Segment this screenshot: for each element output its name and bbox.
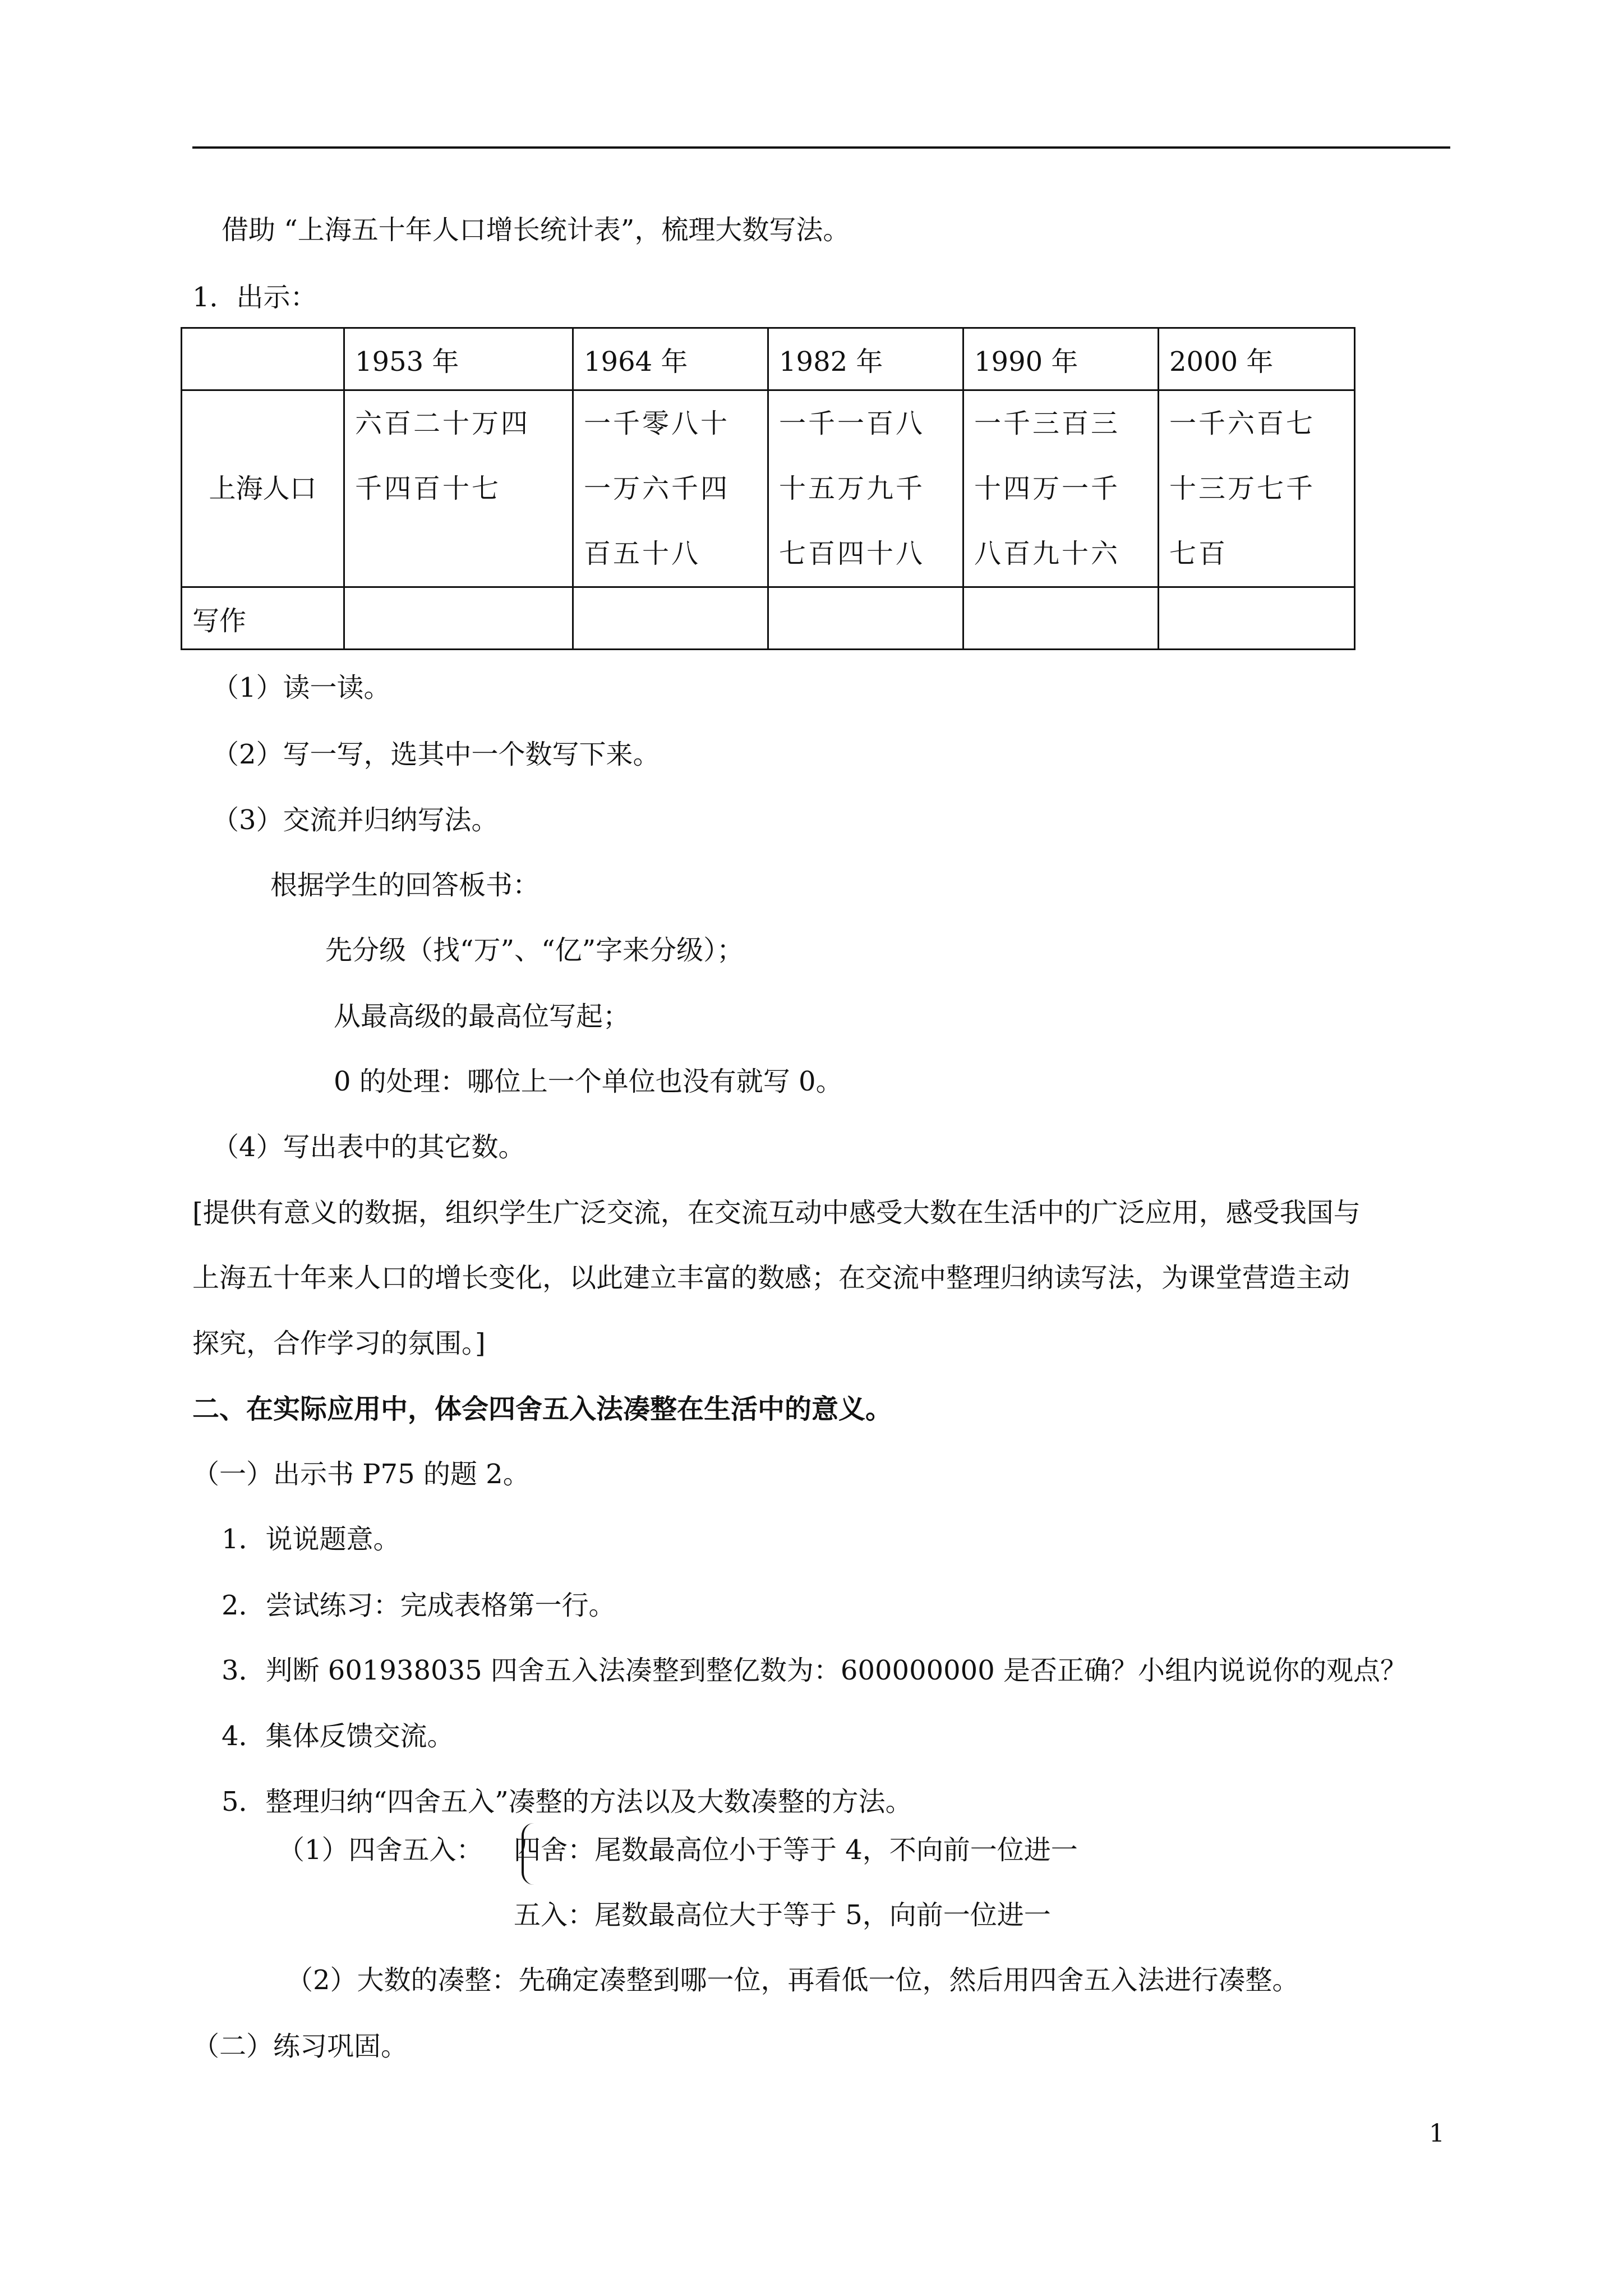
part-1-title: （一）出示书 P75 的题 2。 — [192, 1458, 530, 1490]
sub-item-3: （3）交流并归纳写法。 — [212, 804, 499, 836]
rounding-rule-2: 五入：尾数最高位大于等于 5，向前一位进一 — [514, 1899, 1051, 1931]
note-line: 探究，合作学习的氛围。] — [192, 1328, 486, 1359]
list-item: 5．整理归纳“四舍五入”凑整的方法以及大数凑整的方法。 — [222, 1786, 912, 1818]
cell-line: 千四百十七 — [355, 473, 501, 504]
list-item: 3．判断 601938035 四舍五入法凑整到整亿数为：600000000 是否正确？小组内说说你的观点？ — [222, 1655, 1408, 1686]
board-line-1: 先分级（找“万”、“亿”字来分级）； — [325, 935, 744, 966]
table-cell — [768, 390, 963, 587]
cell-line: 十五万九千 — [779, 473, 925, 504]
board-line-2: 从最高级的最高位写起； — [334, 1001, 630, 1032]
sub-item-4: （4）写出表中的其它数。 — [212, 1131, 525, 1163]
table-cell — [573, 390, 768, 587]
write-label: 写作 — [182, 587, 344, 650]
population-table — [181, 327, 1355, 650]
note-line: 上海五十年来人口的增长变化，以此建立丰富的数感；在交流中整理归纳读写法，为课堂营造主动 — [192, 1262, 1350, 1294]
empty-cell — [344, 587, 573, 650]
intro-text: 借助 “上海五十年人口增长统计表”，梳理大数写法。 — [222, 214, 850, 246]
board-intro: 根据学生的回答板书： — [270, 869, 540, 901]
cell-line: 十四万一千 — [974, 473, 1121, 504]
empty-cell — [573, 587, 768, 650]
table-header-row — [182, 328, 1355, 390]
cell-line: 八百九十六 — [974, 538, 1121, 569]
table-header-cell: 1953 年 — [344, 328, 573, 390]
cell-line: 七百四十八 — [779, 538, 925, 569]
part-2-title: （二）练习巩固。 — [192, 2031, 408, 2062]
note-line: [提供有意义的数据，组织学生广泛交流，在交流互动中感受大数在生活中的广泛应用，感受我国与 — [192, 1197, 1361, 1228]
sub-item-1: （1）读一读。 — [212, 672, 391, 703]
cell-line: 一千六百七 — [1169, 408, 1316, 439]
big-number-rounding: （2）大数的凑整：先确定凑整到哪一位，再看低一位，然后用四舍五入法进行凑整。 — [286, 1964, 1299, 1996]
empty-cell — [1159, 587, 1355, 650]
step-1-label: 1．出示： — [192, 282, 317, 313]
table-cell — [1159, 390, 1355, 587]
table-cell — [963, 390, 1159, 587]
table-row — [182, 390, 1355, 587]
cell-line: 十三万七千 — [1169, 473, 1316, 504]
cell-line: 一万六千四 — [584, 473, 730, 504]
rounding-label: （1）四舍五入： — [278, 1834, 483, 1866]
list-item: 2．尝试练习：完成表格第一行。 — [222, 1590, 616, 1621]
list-item: 4．集体反馈交流。 — [222, 1720, 454, 1752]
cell-line: 一千零八十 — [584, 408, 730, 439]
cell-line: 一千一百八 — [779, 408, 925, 439]
table-header-cell: 1990 年 — [963, 328, 1159, 390]
table-header-cell: 1964 年 — [573, 328, 768, 390]
board-line-3: 0 的处理：哪位上一个单位也没有就写 0。 — [334, 1066, 843, 1097]
section-2-title: 二、在实际应用中，体会四舍五入法凑整在生活中的意义。 — [192, 1393, 893, 1425]
table-header-cell: 2000 年 — [1159, 328, 1355, 390]
page-number: 1 — [1429, 2119, 1445, 2148]
empty-cell — [963, 587, 1159, 650]
list-item: 1．说说题意。 — [222, 1524, 400, 1555]
rounding-rule-1: 四舍：尾数最高位小于等于 4，不向前一位进一 — [514, 1834, 1078, 1866]
table-write-row — [182, 587, 1355, 650]
empty-cell — [768, 587, 963, 650]
table-header-cell: 1982 年 — [768, 328, 963, 390]
header-rule — [192, 146, 1450, 149]
row-label: 上海人口 — [182, 390, 344, 587]
table-header-cell — [182, 328, 344, 390]
cell-line: 六百二十万四 — [355, 408, 531, 439]
cell-line: 一千三百三 — [974, 408, 1121, 439]
cell-line: 百五十八 — [584, 538, 701, 569]
cell-line: 七百 — [1169, 538, 1228, 569]
table-cell — [344, 390, 573, 587]
sub-item-2: （2）写一写，选其中一个数写下来。 — [212, 739, 660, 770]
